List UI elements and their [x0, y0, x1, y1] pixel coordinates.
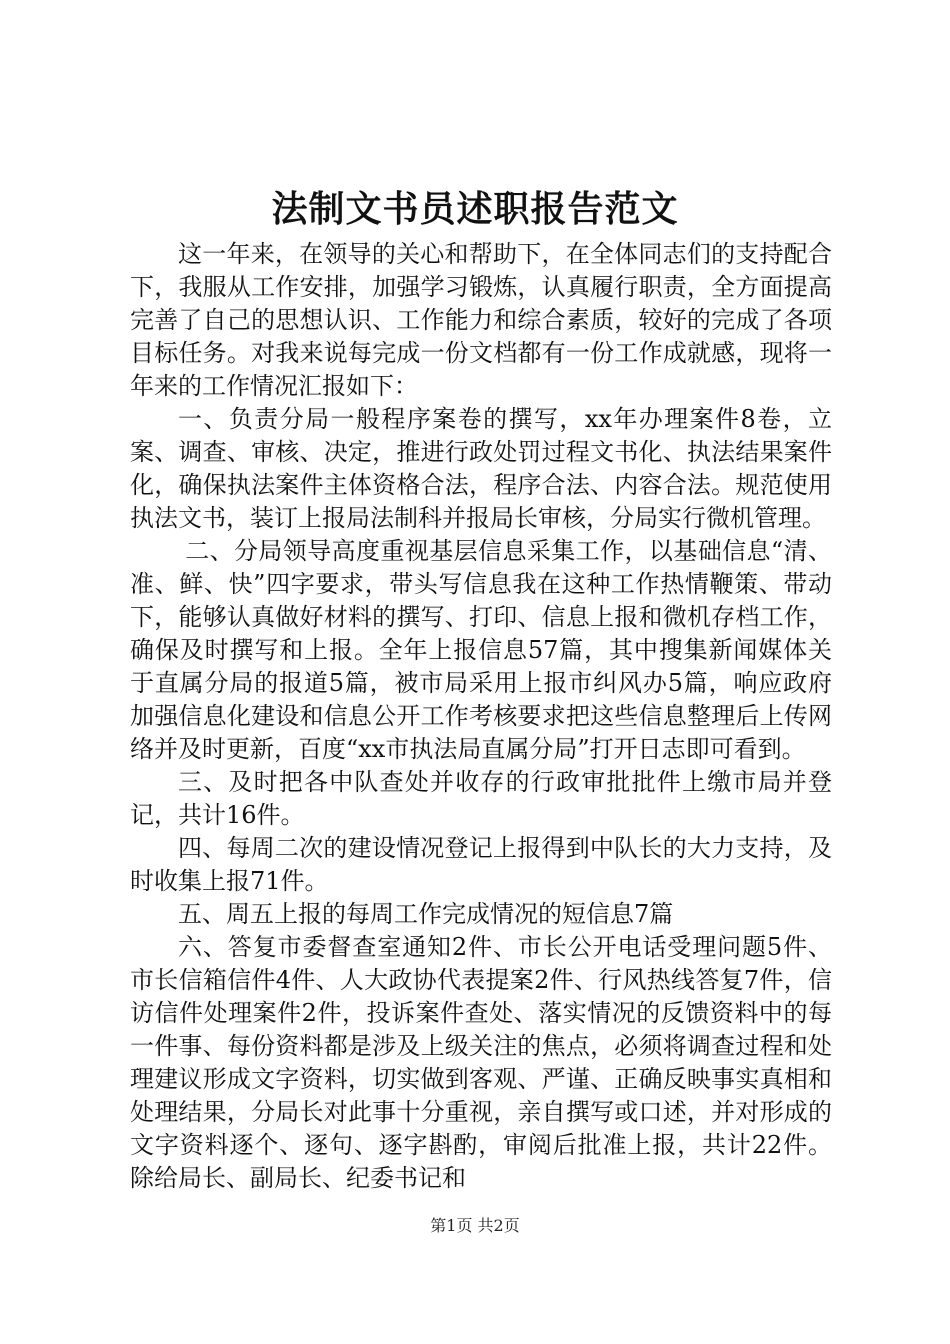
paragraph-intro: 这一年来，在领导的关心和帮助下，在全体同志们的支持配合下，我服从工作安排，加强学习锻炼，认真履行职责，全方面提高完善了自己的思想认识、工作能力和综合素质，较好的完成了各项目标任务。对我来说每完成一份文档都有一份工作成就感，现将一年来的工作情况汇报如下： [130, 240, 832, 400]
paragraph-item-3: 三、及时把各中队查处并收存的行政审批批件上缴市局并登记，共计16件。 [130, 768, 832, 829]
page-number-footer: 第1页 共2页 [430, 1216, 520, 1235]
paragraph-item-5: 五、周五上报的每周工作完成情况的短信息7篇 [178, 900, 674, 928]
paragraph-item-1: 一、负责分局一般程序案卷的撰写，xx年办理案件8卷，立案、调查、审核、决定，推进行政处罚过程文书化、执法结果案件化，确保执法案件主体资格合法，程序合法、内容合法。规范使用执法文书，装订上报局法制科并报局长审核，分局实行微机管理。 [130, 405, 832, 532]
document-body [130, 238, 832, 1195]
paragraph-item-2: 二、分局领导高度重视基层信息采集工作，以基础信息“清、准、鲜、快”四字要求，带头写信息我在这种工作热情鞭策、带动下，能够认真做好材料的撰写、打印、信息上报和微机存档工作，确保及时撰写和上报。全年上报信息57篇，其中搜集新闻媒体关于直属分局的报道5篇，被市局采用上报市纠风办5篇，响应政府加强信息化建设和信息公开工作考核要求把这些信息整理后上传网络并及时更新，百度“xx市执法局直属分局”打开日志即可看到。 [130, 537, 832, 763]
document-title: 法制文书员述职报告范文 [271, 188, 679, 230]
paragraph-item-4: 四、每周二次的建设情况登记上报得到中队长的大力支持，及时收集上报71件。 [130, 834, 832, 895]
paragraph-item-6: 六、答复市委督查室通知2件、市长公开电话受理问题5件、市长信箱信件4件、人大政协代表提案2件、行风热线答复7件，信访信件处理案件2件，投诉案件查处、落实情况的反馈资料中的每一件事、每份资料都是涉及上级关注的焦点，必须将调查过程和处理建议形成文字资料，切实做到客观、严谨、正确反映事实真相和处理结果，分局长对此事十分重视，亲自撰写或口述，并对形成的文字资料逐个、逐句、逐字斟酌，审阅后批准上报，共计22件。除给局长、副局长、纪委书记和 [130, 933, 832, 1192]
